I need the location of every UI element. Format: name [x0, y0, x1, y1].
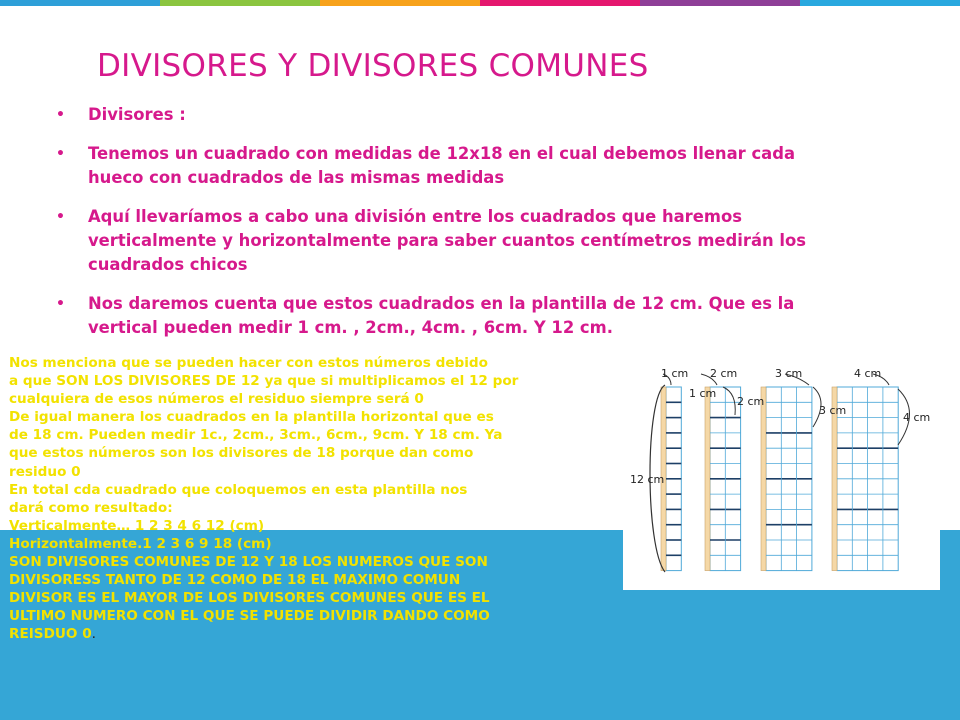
explanation-line: que estos números son los divisores de 18 porque dan como — [9, 445, 474, 462]
bullet-text: Aquí llevaríamos a cabo una división entre los cuadrados que haremos verticalmente y horizontalmente para saber cuantos centímetros medirán los cuadrados chicos — [88, 207, 807, 274]
label-4cm: 4 cm — [854, 367, 882, 380]
explanation-line: a que SON LOS DIVISORES DE 12 ya que si multiplicamos el 12 por — [9, 373, 519, 390]
grid-column-bar — [761, 387, 766, 571]
explanation-line: DIVISOR ES EL MAYOR DE LOS DIVISORES COMUNES QUE ES EL — [9, 590, 490, 607]
label-4cm-inner: 4 cm — [903, 411, 931, 424]
label-3cm: 3 cm — [775, 367, 803, 380]
bullet-dot-icon: • — [56, 146, 65, 162]
label-1cm: 1 cm — [661, 367, 689, 380]
explanation-line — [9, 625, 609, 643]
explanation-line: DIVISORESS TANTO DE 12 COMO DE 18 EL MAXIMO COMUN — [9, 572, 461, 589]
bullet-item — [56, 205, 856, 277]
explanation-line: Horizontalmente.1 2 3 6 9 18 (cm) — [9, 535, 272, 552]
explanation-line: Nos menciona que se pueden hacer con estos números debido — [9, 355, 488, 371]
side-label-12cm: 12 cm — [630, 473, 665, 486]
explanation-end-mark: . — [91, 626, 96, 643]
explanation-line: De igual manera los cuadrados en la plantilla horizontal que es — [9, 409, 494, 426]
label-2cm-inner: 2 cm — [737, 395, 765, 408]
grid-illustration — [623, 357, 940, 590]
explanation-line: dará como resultado: — [9, 499, 173, 516]
bullet-text: Divisores : — [88, 105, 186, 124]
explanation-line: cualquiera de esos números el residuo siempre será 0 — [9, 391, 424, 408]
stripe-segment — [320, 0, 480, 6]
label-3cm-inner: 3 cm — [819, 404, 847, 417]
explanation-text — [9, 354, 609, 644]
bullet-dot-icon: • — [56, 296, 65, 312]
bullet-text: Nos daremos cuenta que estos cuadrados en la plantilla de 12 cm. Que es la vertical pueden medir 1 cm. , 2cm., 4cm. , 6cm. Y 12 cm. — [88, 294, 795, 337]
stripe-segment — [800, 0, 960, 6]
explanation-line: Verticalmente… 1 2 3 4 6 12 (cm) — [9, 517, 265, 534]
grid-columns-group — [661, 387, 898, 571]
stripe-segment — [480, 0, 640, 6]
bullet-dot-icon: • — [56, 107, 65, 123]
stripe-segment — [0, 0, 160, 6]
bullet-list — [56, 103, 856, 355]
explanation-last-text: REISDUO 0 — [9, 626, 92, 643]
explanation-line: residuo 0 — [9, 463, 81, 480]
explanation-line: SON DIVISORES COMUNES DE 12 Y 18 LOS NUMEROS QUE SON — [9, 554, 488, 571]
stripe-segment — [640, 0, 800, 6]
explanation-line: de 18 cm. Pueden medir 1c., 2cm., 3cm., 6cm., 9cm. Y 18 cm. Ya — [9, 427, 503, 444]
grid-column-3cm — [761, 387, 812, 571]
stripe-segment — [160, 0, 320, 6]
bullet-item — [56, 292, 856, 340]
bullet-dot-icon: • — [56, 209, 65, 225]
grid-column-bar — [705, 387, 710, 571]
explanation-line: En total cda cuadrado que coloquemos en esta plantilla nos — [9, 481, 468, 498]
divisor-grid-figure — [623, 357, 940, 590]
explanation-line: ULTIMO NUMERO CON EL QUE SE PUEDE DIVIDIR DANDO COMO — [9, 608, 490, 625]
bullet-text: Tenemos un cuadrado con medidas de 12x18 en el cual debemos llenar cada hueco con cuadrados de las mismas medidas — [88, 144, 796, 187]
label-1cm-inner: 1 cm — [689, 387, 717, 400]
slide-title: DIVISORES Y DIVISORES COMUNES — [97, 48, 649, 84]
bullet-item — [56, 103, 856, 127]
label-2cm: 2 cm — [710, 367, 738, 380]
bullet-item — [56, 142, 856, 190]
top-color-stripe — [0, 0, 960, 6]
